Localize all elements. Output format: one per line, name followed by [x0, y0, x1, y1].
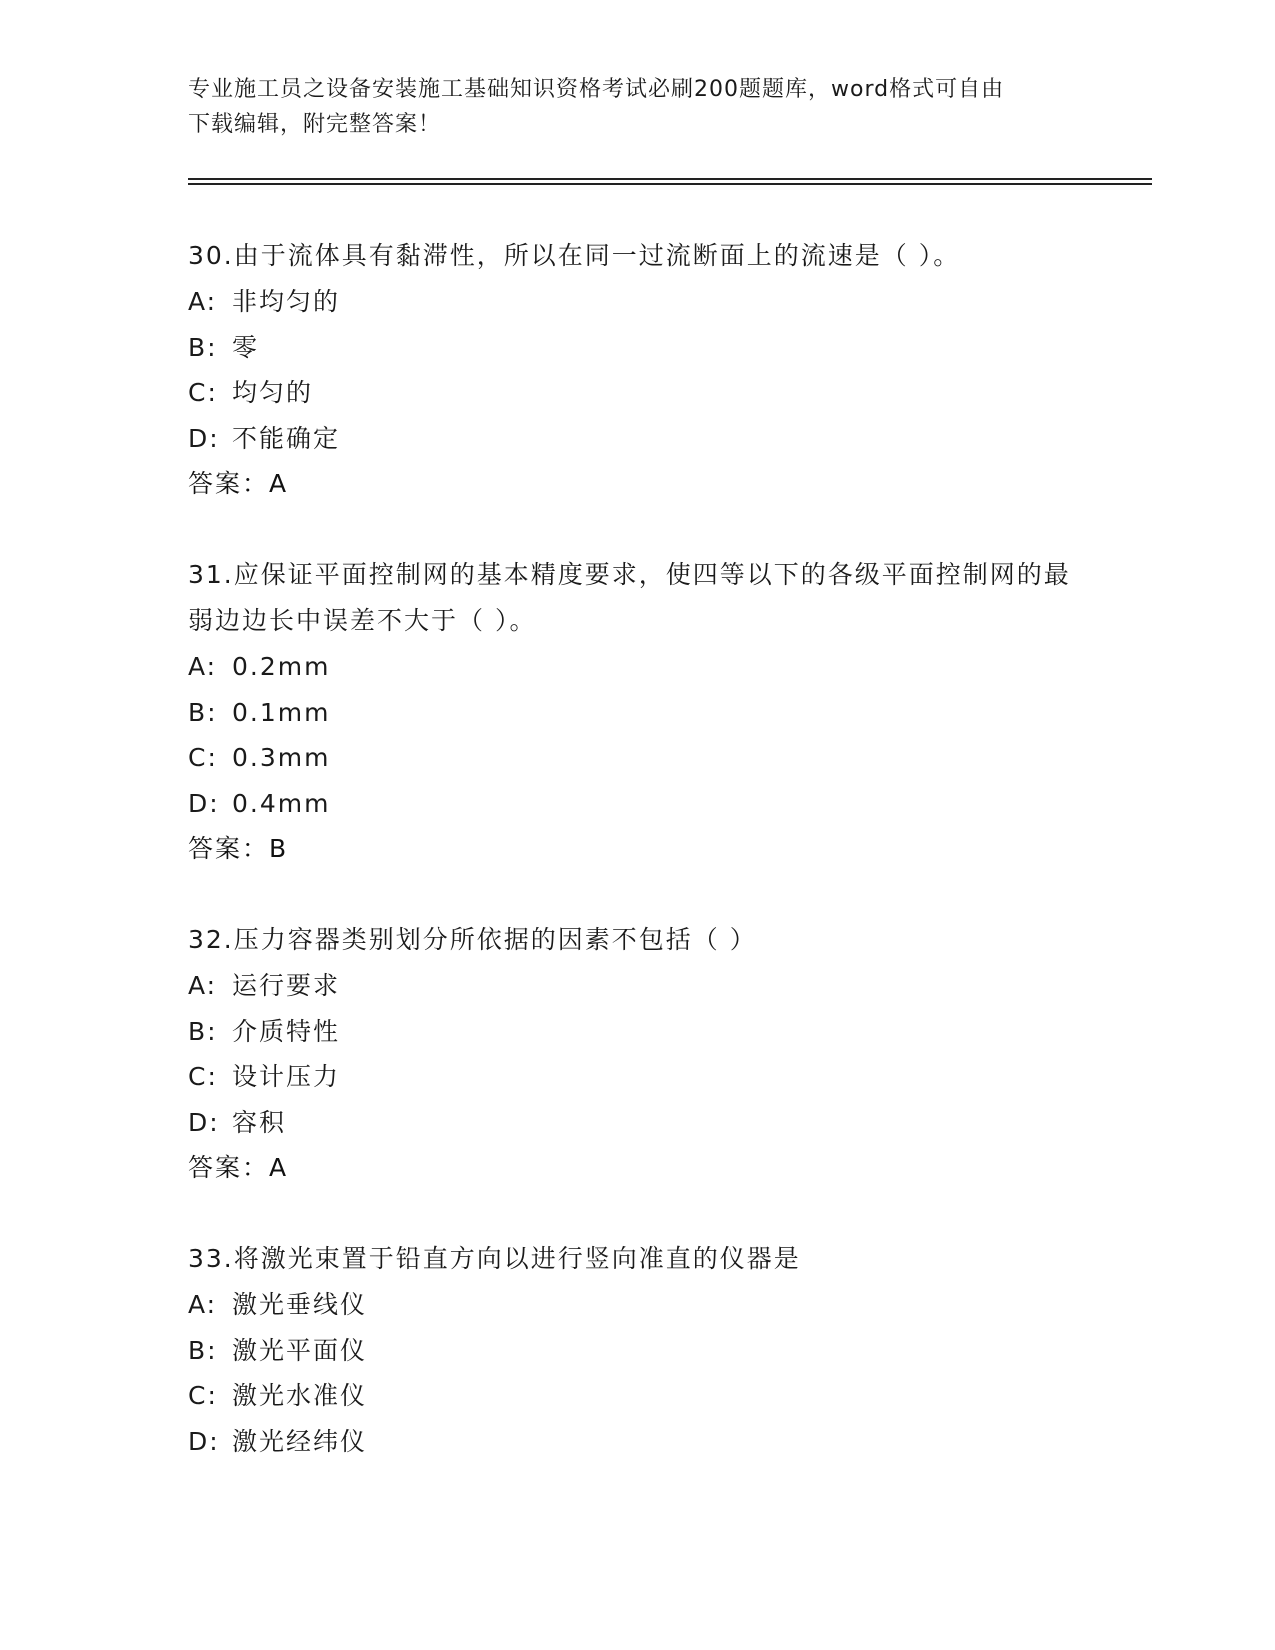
option-letter: A: [188, 652, 218, 681]
option-letter: C: [188, 1062, 218, 1091]
option-text: 0.1mm [232, 697, 331, 727]
option-a [188, 279, 1088, 325]
option-text: 不能确定 [232, 423, 341, 453]
option-text: 激光平面仪 [232, 1335, 368, 1365]
option-text: 0.4mm [232, 788, 331, 818]
option-text: 设计压力 [232, 1062, 341, 1091]
option-c [188, 1054, 1088, 1100]
question-item-33 [188, 1236, 1088, 1464]
option-text: 运行要求 [232, 971, 341, 1000]
option-text: 激光水准仪 [232, 1381, 368, 1410]
option-d [188, 1100, 1088, 1146]
option-d [188, 781, 1088, 827]
option-b [188, 1328, 1088, 1374]
option-letter: A: [188, 1290, 218, 1319]
header-title-line-2: 下载编辑，附完整答案！ [188, 112, 442, 137]
option-letter: A: [188, 287, 218, 316]
document-header [188, 72, 1088, 142]
option-b [188, 1009, 1088, 1055]
option-letter: C: [188, 1381, 218, 1410]
option-letter: D: [188, 423, 220, 453]
option-letter: D: [188, 1107, 220, 1137]
option-text: 均匀的 [232, 378, 314, 407]
option-a [188, 644, 1088, 690]
answer-line: 答案：A [188, 469, 289, 498]
answer-line: 答案：A [188, 1153, 289, 1182]
answer-line: 答案：B [188, 834, 289, 863]
option-text: 激光垂线仪 [232, 1290, 368, 1319]
option-text: 零 [232, 332, 260, 362]
header-divider-bottom [188, 183, 1152, 185]
question-stem: 32.压力容器类别划分所依据的因素不包括（ ） [188, 925, 757, 954]
option-d [188, 416, 1088, 462]
option-text: 容积 [232, 1107, 287, 1137]
option-a [188, 963, 1088, 1009]
question-item-32 [188, 917, 1088, 1191]
option-letter: D: [188, 1426, 220, 1456]
option-text: 0.3mm [232, 743, 331, 772]
header-divider-top [188, 178, 1152, 180]
option-text: 0.2mm [232, 652, 331, 681]
question-stem: 33.将激光束置于铅直方向以进行竖向准直的仪器是 [188, 1244, 801, 1273]
option-letter: B: [188, 332, 218, 362]
option-letter: B: [188, 697, 218, 727]
question-item-31 [188, 552, 1088, 872]
question-stem: 31.应保证平面控制网的基本精度要求，使四等以下的各级平面控制网的最弱边边长中误差不大于（ ）。 [188, 560, 1071, 635]
option-a [188, 1282, 1088, 1328]
option-text: 激光经纬仪 [232, 1426, 368, 1456]
option-text: 非均匀的 [232, 287, 341, 316]
option-letter: B: [188, 1016, 218, 1046]
option-letter: A: [188, 971, 218, 1000]
option-letter: C: [188, 743, 218, 772]
question-list [188, 233, 1088, 1509]
option-letter: D: [188, 788, 220, 818]
option-c [188, 370, 1088, 416]
option-letter: B: [188, 1335, 218, 1365]
option-d [188, 1419, 1088, 1465]
header-title-line-1: 专业施工员之设备安装施工基础知识资格考试必刷200题题库，word格式可自由 [188, 77, 1005, 102]
option-c [188, 735, 1088, 781]
question-stem: 30.由于流体具有黏滞性，所以在同一过流断面上的流速是（ ）。 [188, 241, 961, 270]
option-c [188, 1373, 1088, 1419]
option-text: 介质特性 [232, 1016, 341, 1046]
option-letter: C: [188, 378, 218, 407]
option-b [188, 325, 1088, 371]
question-item-30 [188, 233, 1088, 507]
option-b [188, 690, 1088, 736]
